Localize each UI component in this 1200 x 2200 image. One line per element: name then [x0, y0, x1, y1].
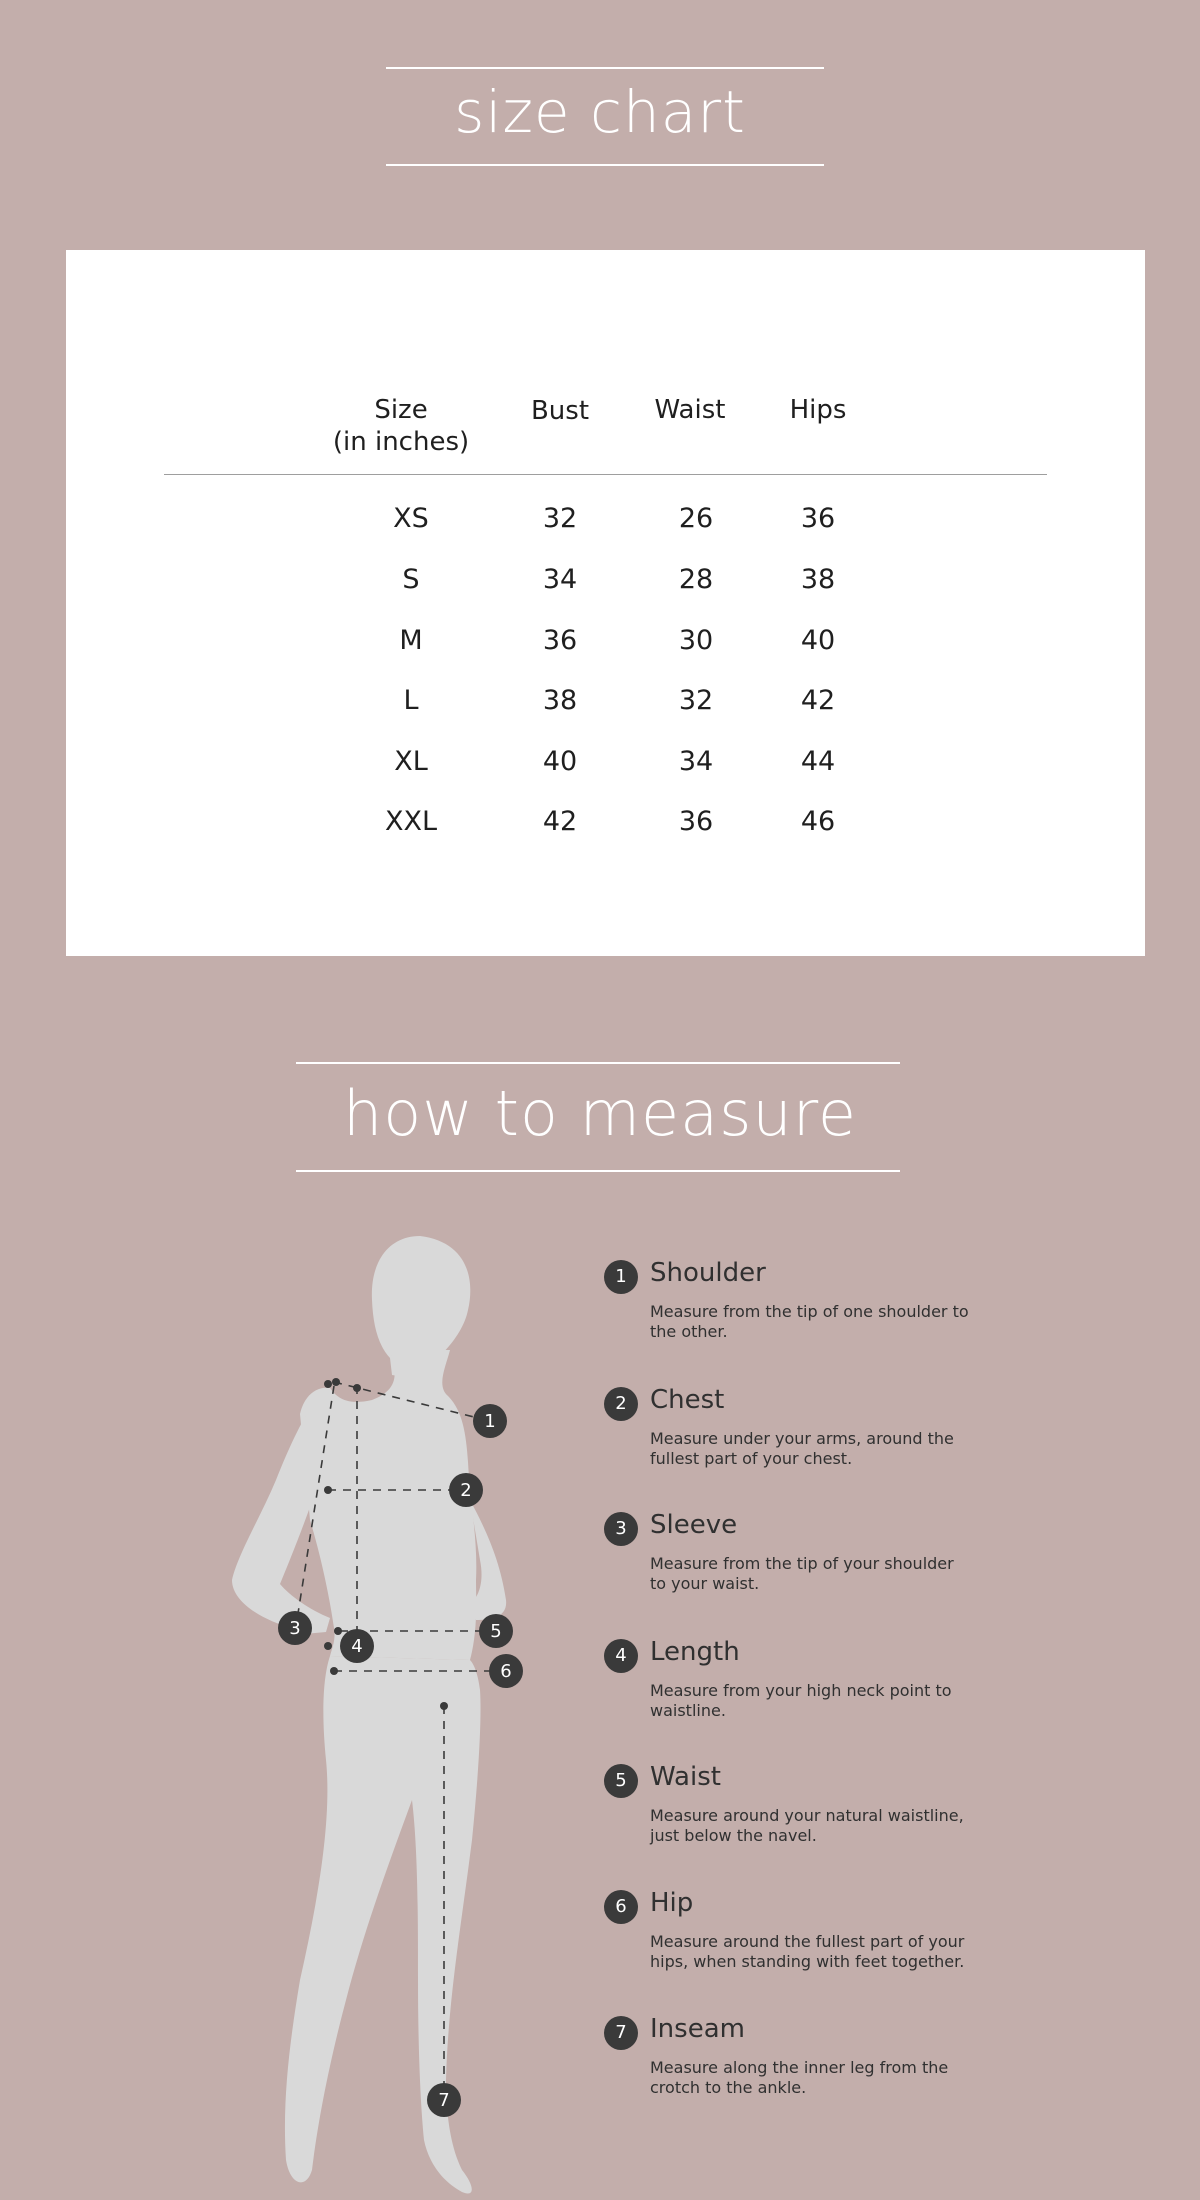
marker-2 — [449, 1473, 483, 1507]
header-size-label: Size — [374, 395, 428, 425]
step-title: Shoulder — [650, 1258, 766, 1288]
cell-hips: 40 — [800, 625, 836, 656]
marker-3 — [278, 1611, 312, 1645]
cell-bust: 36 — [542, 625, 578, 656]
cell-waist: 28 — [678, 564, 714, 595]
step-description: Measure from the tip of your shoulder to your waist. — [650, 1554, 954, 1593]
step-number-badge: 2 — [604, 1387, 638, 1421]
header-hips: Hips — [789, 395, 847, 425]
sleeve-dot — [324, 1642, 332, 1650]
cell-size: XL — [394, 746, 428, 777]
step-description: Measure around the fullest part of your hips, when standing with feet together. — [650, 1932, 965, 1971]
header-waist: Waist — [654, 395, 726, 425]
step-number-badge: 6 — [604, 1890, 638, 1924]
cell-bust: 32 — [542, 503, 578, 534]
cell-size: S — [402, 564, 420, 595]
cell-waist: 34 — [678, 746, 714, 777]
cell-size: L — [403, 685, 419, 716]
step-description: Measure along the inner leg from the crotch to the ankle. — [650, 2058, 949, 2097]
cell-hips: 46 — [800, 806, 836, 837]
marker-4 — [340, 1629, 374, 1663]
cell-bust: 38 — [542, 685, 578, 716]
chest-dot — [324, 1486, 332, 1494]
step-description: Measure from your high neck point to waistline. — [650, 1681, 952, 1720]
cell-hips: 38 — [800, 564, 836, 595]
inseam-dot — [440, 1702, 448, 1710]
measure-rule-top — [296, 1062, 900, 1064]
step-title: Length — [650, 1637, 740, 1667]
step-title: Waist — [650, 1762, 721, 1792]
size-chart-title: size chart — [454, 78, 746, 146]
step-number-badge: 5 — [604, 1764, 638, 1798]
step-number-badge: 1 — [604, 1260, 638, 1294]
header-size — [316, 394, 486, 458]
cell-size: XXL — [384, 806, 438, 837]
svg-text:1: 1 — [484, 1411, 496, 1432]
shoulder-dot — [324, 1380, 332, 1388]
title-rule-top — [386, 67, 824, 69]
step-description: Measure under your arms, around the fullest part of your chest. — [650, 1429, 954, 1468]
size-chart-card — [66, 250, 1145, 956]
step-title: Inseam — [650, 2014, 745, 2044]
svg-text:4: 4 — [351, 1636, 363, 1657]
svg-text:3: 3 — [289, 1618, 301, 1639]
step-title: Sleeve — [650, 1510, 738, 1540]
cell-waist: 30 — [678, 625, 714, 656]
cell-waist: 32 — [678, 685, 714, 716]
hip-dot — [330, 1667, 338, 1675]
cell-bust: 34 — [542, 564, 578, 595]
header-bust: Bust — [530, 396, 590, 426]
step-number-badge: 3 — [604, 1512, 638, 1546]
svg-text:7: 7 — [438, 2090, 450, 2111]
marker-7 — [427, 2083, 461, 2117]
how-to-measure-title: how to measure — [343, 1077, 857, 1150]
waist-dot — [334, 1627, 342, 1635]
cell-waist: 26 — [678, 503, 714, 534]
step-number-badge: 7 — [604, 2016, 638, 2050]
header-size-unit: (in inches) — [332, 427, 470, 457]
cell-hips: 44 — [800, 746, 836, 777]
step-number-badge: 4 — [604, 1639, 638, 1673]
shoulder-dot — [332, 1378, 340, 1386]
header-divider — [164, 474, 1047, 475]
cell-hips: 42 — [800, 685, 836, 716]
cell-size: XS — [393, 503, 429, 534]
cell-bust: 40 — [542, 746, 578, 777]
svg-text:6: 6 — [500, 1661, 512, 1682]
cell-bust: 42 — [542, 806, 578, 837]
svg-text:5: 5 — [490, 1621, 502, 1642]
measure-rule-bottom — [296, 1170, 900, 1172]
step-title: Chest — [650, 1385, 725, 1415]
step-description: Measure around your natural waistline, just below the navel. — [650, 1806, 964, 1845]
cell-hips: 36 — [800, 503, 836, 534]
step-description: Measure from the tip of one shoulder to the other. — [650, 1302, 969, 1341]
cell-waist: 36 — [678, 806, 714, 837]
cell-size: M — [399, 625, 423, 656]
step-title: Hip — [650, 1888, 694, 1918]
marker-5 — [479, 1614, 513, 1648]
title-rule-bottom — [386, 164, 824, 166]
svg-text:2: 2 — [460, 1480, 472, 1501]
marker-6 — [489, 1654, 523, 1688]
marker-1 — [473, 1404, 507, 1438]
length-dot — [353, 1384, 361, 1392]
mannequin-figure — [0, 1200, 560, 2200]
